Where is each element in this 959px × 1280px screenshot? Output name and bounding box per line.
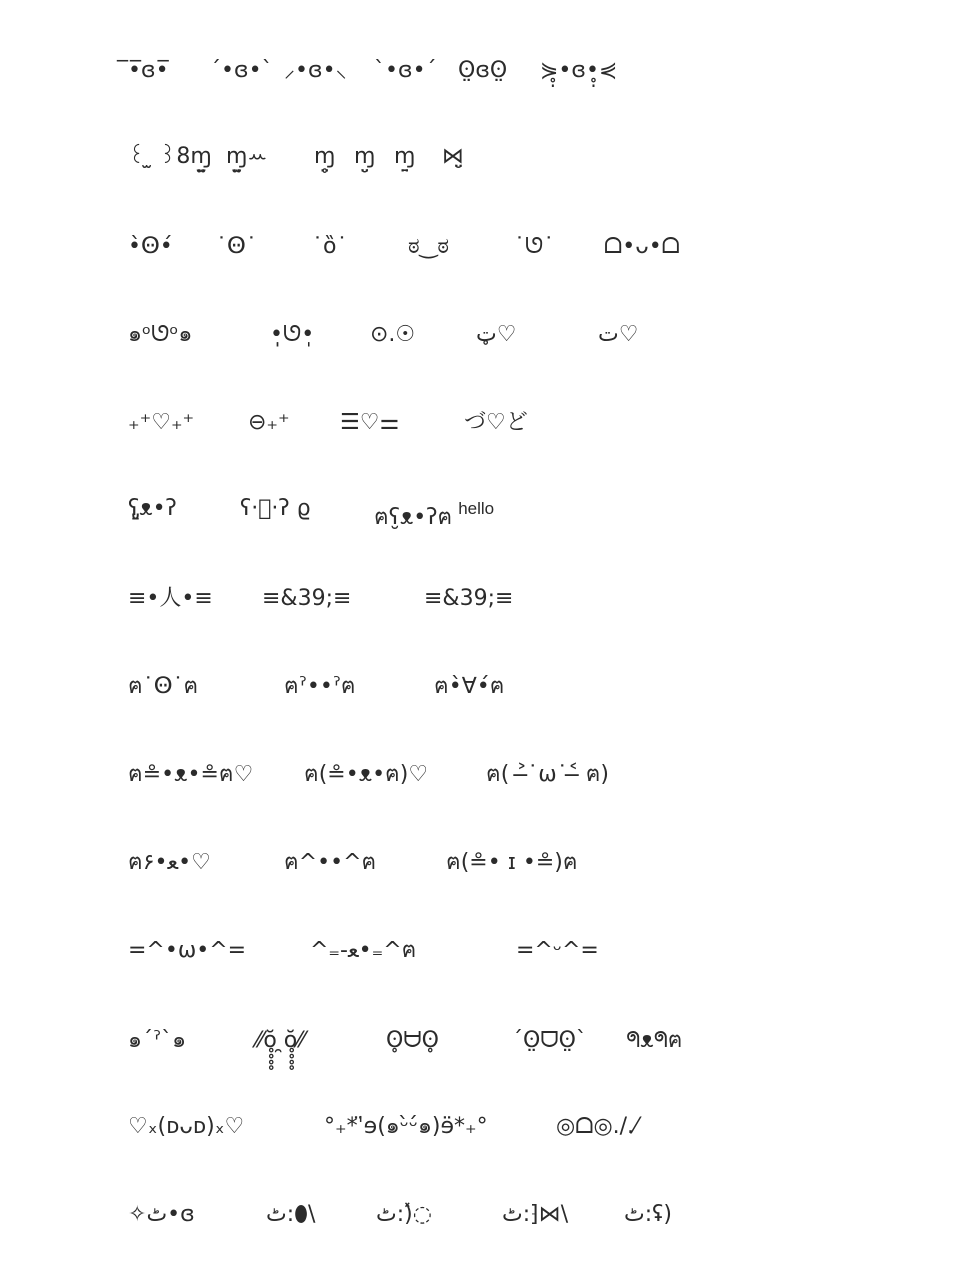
kaomoji-text: ⋈̤̮ <box>442 144 464 169</box>
kaomoji-text: ๑ᵒᘎᵒ๑ <box>128 322 193 347</box>
kaomoji-text: `•ɞ•´ <box>374 58 437 83</box>
kaomoji-item[interactable] <box>376 1200 432 1230</box>
kaomoji-text: ´ʘ̤ᗜʘ̤` <box>512 1028 587 1053</box>
kaomoji-text: ฅ(≗• ɪ •≗)ฅ <box>446 850 578 875</box>
kaomoji-item[interactable] <box>408 232 449 262</box>
kaomoji-row <box>128 1200 928 1260</box>
kaomoji-text: ⁄⁄ŏ̥̥̥̥ ̯ŏ̥̥̥̥⁄⁄ <box>256 1028 305 1053</box>
kaomoji-item[interactable] <box>216 232 257 262</box>
kaomoji-item[interactable] <box>540 56 617 86</box>
kaomoji-row <box>128 232 928 292</box>
kaomoji-item[interactable] <box>374 494 494 533</box>
kaomoji-item[interactable] <box>312 232 347 262</box>
kaomoji-item[interactable] <box>394 142 415 172</box>
kaomoji-text: ٹ:)◌̽ <box>376 1202 432 1227</box>
kaomoji-text: ɱ̤̮ <box>354 144 376 169</box>
kaomoji-row <box>128 584 928 644</box>
kaomoji-item[interactable] <box>516 936 599 966</box>
kaomoji-item[interactable] <box>270 320 314 350</box>
kaomoji-item[interactable] <box>446 848 578 878</box>
kaomoji-text: ◎ᗝ◎./.⁄ <box>556 1114 638 1139</box>
kaomoji-text: ≡&39;≡ <box>424 586 514 611</box>
kaomoji-item[interactable] <box>128 1026 186 1056</box>
kaomoji-item[interactable] <box>464 408 528 438</box>
kaomoji-text: =^ᵕ^= <box>516 938 599 963</box>
kaomoji-item[interactable] <box>128 1112 244 1142</box>
kaomoji-item[interactable] <box>128 672 198 702</box>
kaomoji-item[interactable] <box>284 56 347 86</box>
kaomoji-text: ٹ:⬮\ <box>266 1202 316 1227</box>
kaomoji-row <box>128 142 928 202</box>
kaomoji-item[interactable] <box>128 760 253 790</box>
kaomoji-item[interactable] <box>424 584 513 614</box>
kaomoji-text: ⋟̥̣•ɞ•̥̣⋞ <box>540 58 618 83</box>
kaomoji-item[interactable] <box>512 1026 587 1056</box>
kaomoji-text: づ♡ど <box>464 410 528 435</box>
kaomoji-text: ≡&39;≡ <box>262 586 352 611</box>
kaomoji-item[interactable] <box>284 672 356 702</box>
kaomoji-text: ٹ:⁆⋈\ <box>502 1202 569 1227</box>
kaomoji-item[interactable] <box>310 936 416 966</box>
kaomoji-item[interactable] <box>386 1026 439 1056</box>
kaomoji-item[interactable] <box>624 1200 672 1230</box>
kaomoji-item[interactable] <box>128 494 177 524</box>
kaomoji-text: ☰♡⚌ <box>340 410 400 435</box>
kaomoji-text: ₊⁺♡₊⁺ <box>128 410 195 435</box>
kaomoji-text: ฅ^••^ฅ <box>284 850 377 875</box>
kaomoji-item[interactable] <box>374 56 437 86</box>
kaomoji-text: •̀Ꙫ•́ <box>128 234 173 259</box>
kaomoji-item[interactable] <box>226 142 267 172</box>
kaomoji-text: ټ♡ <box>476 322 517 347</box>
kaomoji-item[interactable] <box>128 232 173 262</box>
kaomoji-row <box>128 760 928 820</box>
kaomoji-item[interactable] <box>340 408 399 438</box>
kaomoji-row <box>128 408 928 468</box>
kaomoji-text: ̅•̅ɞ•̅ <box>128 58 169 83</box>
kaomoji-item[interactable] <box>262 584 351 614</box>
kaomoji-text: ≡•人•≡ <box>128 586 213 611</box>
kaomoji-item[interactable] <box>128 936 246 966</box>
kaomoji-row <box>128 848 928 908</box>
kaomoji-text: ʘ̤ɞʘ̤ <box>458 58 508 83</box>
kaomoji-row <box>128 936 928 996</box>
kaomoji-text: ฅʕ̮ᴥ•ʔฅ <box>374 505 453 530</box>
kaomoji-text: ๑´ˀ`๑ <box>128 1028 187 1053</box>
kaomoji-item[interactable] <box>486 760 609 790</box>
kaomoji-row <box>128 494 928 554</box>
kaomoji-item[interactable] <box>556 1112 638 1142</box>
kaomoji-text: •̩̩ᘎ•̩̩ <box>270 322 315 347</box>
kaomoji-text: ʕ̡̢ᴥ•ʔ <box>128 496 177 521</box>
kaomoji-item[interactable] <box>240 494 311 524</box>
kaomoji-item[interactable] <box>502 1200 568 1230</box>
kaomoji-text: ٹ:ʢ) <box>624 1202 672 1227</box>
kaomoji-item[interactable] <box>304 760 428 790</box>
kaomoji-text: ˙Ꙫ˙ <box>216 234 257 259</box>
kaomoji-item[interactable] <box>210 56 273 86</box>
kaomoji-item[interactable] <box>266 1200 315 1230</box>
kaomoji-item[interactable] <box>128 320 192 350</box>
kaomoji-text: ฅ•̀∀•́ฅ <box>434 674 505 699</box>
kaomoji-item[interactable] <box>128 56 169 86</box>
kaomoji-text: ˙ȍ˙ <box>312 234 348 259</box>
kaomoji-text: ಠ‿ಠ <box>408 234 449 259</box>
kaomoji-item[interactable] <box>248 408 290 438</box>
kaomoji-text: ᖗᴥᖗฅ <box>626 1028 683 1053</box>
kaomoji-item[interactable] <box>604 232 680 262</box>
kaomoji-text: ฅ≗•ᴥ•≗ฅ♡ <box>128 762 254 787</box>
kaomoji-row <box>128 1112 928 1172</box>
kaomoji-item[interactable] <box>354 142 375 172</box>
kaomoji-item[interactable] <box>324 1112 488 1142</box>
kaomoji-text: ♡ₓ(ᴅᴗᴅ)ₓ♡ <box>128 1114 245 1139</box>
kaomoji-text: °₊*ˈ̈ɘ(๑ᵕ̀ᵕ́๑)ɘ̈*₊° <box>324 1114 488 1139</box>
kaomoji-text: ⊖₊⁺ <box>248 410 290 435</box>
kaomoji-text: ʕ·ᷤ·ʔ ϱ <box>240 496 311 521</box>
kaomoji-text: ฅ۶•ﻌ•♡ <box>128 850 211 875</box>
kaomoji-text: ɱ̤̱ <box>394 144 416 169</box>
kaomoji-suffix-text: hello <box>458 499 495 518</box>
kaomoji-item[interactable] <box>128 142 212 172</box>
kaomoji-row <box>128 56 928 116</box>
kaomoji-text: ฅ˙Ꙫ˙ฅ <box>128 674 199 699</box>
kaomoji-text: ฅ(≗•ᴥ•ฅ)♡ <box>304 762 429 787</box>
kaomoji-text: =^•ω•^= <box>128 938 247 963</box>
kaomoji-item[interactable] <box>128 408 194 438</box>
kaomoji-text: ^₌-ﻌ•₌^ฅ <box>310 938 417 963</box>
kaomoji-text: ʘ̥ᗨʘ̥ <box>386 1028 439 1053</box>
kaomoji-item[interactable] <box>128 848 211 878</box>
kaomoji-item[interactable] <box>370 320 415 350</box>
kaomoji-row <box>128 320 928 380</box>
kaomoji-text: ⊙.☉ <box>370 322 416 347</box>
kaomoji-item[interactable] <box>514 232 554 262</box>
kaomoji-text: ✧ٹ•ɞ <box>128 1202 195 1227</box>
kaomoji-text: ᗝ•ᴗ•ᗝ <box>604 234 680 259</box>
kaomoji-text: ฅˀ••ˀฅ <box>284 674 356 699</box>
kaomoji-text: ت♡ <box>598 322 639 347</box>
kaomoji-text: ɱ̤̥ <box>314 144 336 169</box>
kaomoji-text: ɱ̤̫ꕀ <box>226 144 268 169</box>
kaomoji-item[interactable] <box>284 848 376 878</box>
kaomoji-item[interactable] <box>128 1200 195 1230</box>
kaomoji-text: ˙ᘎ˙ <box>514 234 555 259</box>
kaomoji-row <box>128 672 928 732</box>
kaomoji-item[interactable] <box>598 320 638 350</box>
kaomoji-item[interactable] <box>314 142 335 172</box>
kaomoji-item[interactable] <box>128 584 213 614</box>
kaomoji-item[interactable] <box>256 1026 305 1056</box>
kaomoji-row <box>128 1026 928 1086</box>
kaomoji-item[interactable] <box>476 320 516 350</box>
kaomoji-item[interactable] <box>626 1026 683 1056</box>
kaomoji-item[interactable] <box>442 142 464 172</box>
kaomoji-text: ฅ( ˃̶˙ω˙˂̶ ฅ) <box>486 762 610 787</box>
kaomoji-item[interactable] <box>434 672 504 702</box>
kaomoji-text: ´•ɞ•` <box>210 58 273 83</box>
kaomoji-text: ꒰ ̫ ꒱8ɱ̤̫ <box>128 144 212 169</box>
kaomoji-text: ⸝•ɞ•⸜ <box>284 58 347 83</box>
kaomoji-item[interactable] <box>458 56 507 86</box>
